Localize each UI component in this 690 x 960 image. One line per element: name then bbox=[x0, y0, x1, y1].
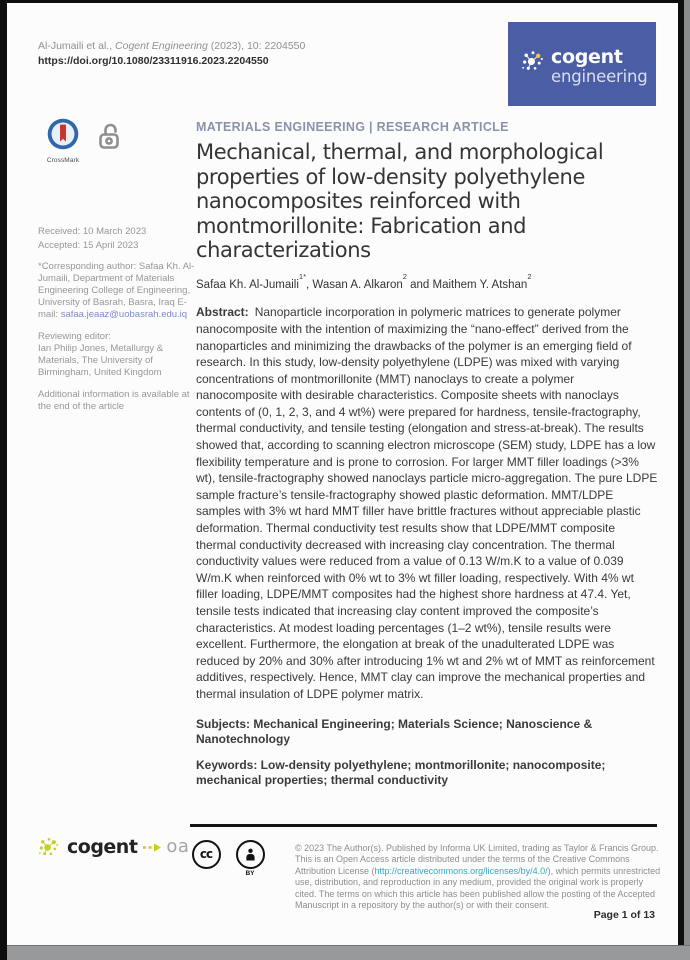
reviewing-editor-note bbox=[38, 331, 196, 379]
cogent-starburst-icon bbox=[520, 47, 547, 74]
oa-logo-suffix: oa bbox=[166, 836, 190, 857]
article-title: Mechanical, thermal, and morphological properties of low-density polyethylene nanocomposites reinforced with montmorillonite: Fabrication and characterizations bbox=[196, 140, 604, 262]
page-number: Page 1 of 13 bbox=[593, 909, 655, 921]
logo-word-cogent: cogent bbox=[551, 46, 623, 68]
cogent-oa-logo bbox=[37, 834, 189, 859]
subjects-line: Subjects: Mechanical Engineering; Materials Science; Nanoscience & Nanotechnology bbox=[196, 716, 593, 747]
photo-edge-bottom bbox=[7, 945, 690, 960]
paper-page bbox=[7, 3, 678, 946]
article-column bbox=[196, 120, 658, 789]
citation-authors: Al-Jumaili et al., bbox=[38, 40, 116, 52]
by-license-badge bbox=[235, 840, 265, 877]
email-link[interactable]: safaa.jeaaz@uobasrah.edu.iq bbox=[60, 309, 188, 320]
author-3: Maithem Y. Atshan bbox=[432, 278, 528, 291]
cc-icon: cc bbox=[199, 846, 213, 861]
citation-volume: (2023), 10: 2204550 bbox=[207, 40, 306, 52]
author-separator: , bbox=[306, 278, 313, 291]
accepted-date: Accepted: 15 April 2023 bbox=[38, 239, 139, 251]
logo-word-engineering: engineering bbox=[551, 67, 648, 86]
author-3-superscript: 2 bbox=[527, 271, 532, 281]
doi-link[interactable]: https://doi.org/10.1080/23311916.2023.2204550 bbox=[38, 55, 269, 67]
received-date: Received: 10 March 2023 bbox=[38, 226, 147, 237]
license-badges bbox=[191, 840, 265, 877]
oa-arrow-icon bbox=[142, 842, 162, 853]
open-access-lock-icon bbox=[97, 120, 123, 153]
photo-edge-right bbox=[684, 0, 690, 960]
author-1-superscript: 1* bbox=[298, 271, 307, 281]
by-label: BY bbox=[245, 870, 255, 877]
author-2-superscript: 2 bbox=[402, 271, 407, 281]
citation-line bbox=[38, 39, 305, 68]
crossmark-label: CrossMark bbox=[46, 157, 80, 164]
corresponding-author-note bbox=[38, 261, 196, 321]
abstract bbox=[196, 304, 658, 702]
additional-info-note: Additional information is available at the end of the article bbox=[38, 389, 190, 412]
oa-logo-word: cogent bbox=[67, 835, 138, 858]
crossmark-badge[interactable] bbox=[43, 117, 83, 167]
footer-divider bbox=[190, 824, 657, 827]
corresponding-author-text: *Corresponding author: Safaa Kh. Al-Jumaili, Department of Materials Engineering College of Engineering, University of Basrah, Basra, Iraq bbox=[38, 261, 195, 308]
by-person-icon bbox=[242, 846, 259, 863]
email-label: E-mail: bbox=[38, 297, 187, 320]
copyright-text-before: © 2023 The Author(s). Published by Informa UK Limited, trading as Taylor & Francis Group. This is an Open Access article distributed under the terms of the Creative Commons Attribution License ( bbox=[295, 843, 659, 876]
citation-journal: Cogent Engineering bbox=[115, 40, 208, 52]
abstract-text: Nanoparticle incorporation in polymeric matrices to generate polymer nanocomposite with the intention of maximizing the “nano-effect” derived from the nanoparticles and minimizing the drawbacks of the polymer is an emerging field of research. In this study, low-density polyethylene (LDPE) was mixed with varying concentrations of montmorillonite (MMT) nanoclays to create a polymer nanocomposite with desirable characteristics. Composite sheets with nanoclays contents of (0, 1, 2, 3, and 4 wt%) were prepared for hardness, tensile-fractography, thermal conductivity, and tensile testing (elongation and stress-at-break). The results showed that, according to scanning electron microscope (SEM) study, LDPE has a low flexibility temperature and is prone to corrosion. For larger MMT filler loadings (>3% wt), tensile-fractography showed nanoclays particle micro-aggregation. The pure LDPE sample fracture’s tensile-fractography showed plastic deformation. MMT/LDPE samples with 3% wt hard MMT filler have brittle fractures without appreciable plastic deformation. Thermal conductivity test results show that LDPE/MMT composite thermal conductivity decreased with increasing clay concentration. The thermal conductivity values were reduced from a value of 0.13 W/m.K to a value of 0.039 W/m.K when reinforced with 0% wt to 3% wt filler loading, respectively. With 4% wt filler loading, LDPE/MMT composites had the highest shore hardness at 47.4. Yet, tensile tests indicated that increasing clay content improved the composite’s characteristics. At modest loading percentages (1–2 wt%), tensile results were excellent. Furthermore, the elongation at break of the unadulterated LDPE was reduced by 20% and 30% after introducing 1% wt and 2% wt of MMT as reinforcement additives, respectively. Hence, MMT clay can improve the mechanical properties and thermal insulation of LDPE polymer matrix. bbox=[196, 305, 658, 701]
author-byline bbox=[196, 271, 658, 291]
license-link[interactable]: http://creativecommons.org/licenses/by/4.0/ bbox=[374, 865, 548, 876]
oa-starburst-icon bbox=[37, 834, 62, 859]
sidebar bbox=[38, 117, 196, 413]
copyright-text-after: ), which permits unrestricted use, distribution, and reproduction in any medium, provided the original work is properly cited. The terms on which this article has been published allow the posting of the Accepted Manuscript in a repository by the author(s) or with their consent. bbox=[295, 865, 661, 911]
reviewing-editor-label: Reviewing editor: bbox=[38, 331, 111, 342]
reviewing-editor-text: Ian Philip Jones, Metallurgy & Materials, The University of Birmingham, United Kingdom bbox=[38, 343, 164, 378]
author-2: Wasan A. Alkaron bbox=[312, 278, 403, 291]
abstract-label: Abstract: bbox=[196, 305, 249, 320]
keywords-line: Keywords: Low-density polyethylene; montmorillonite; nanocomposite; mechanical properties; thermal conductivity bbox=[196, 757, 606, 788]
copyright-notice bbox=[295, 843, 663, 911]
cc-license-badge bbox=[191, 840, 221, 877]
crossmark-icon bbox=[46, 117, 80, 151]
journal-logo-box bbox=[508, 22, 656, 106]
author-1: Safaa Kh. Al-Jumaili bbox=[196, 278, 299, 291]
author-separator: and bbox=[406, 278, 433, 291]
section-header: MATERIALS ENGINEERING | RESEARCH ARTICLE bbox=[196, 120, 509, 134]
